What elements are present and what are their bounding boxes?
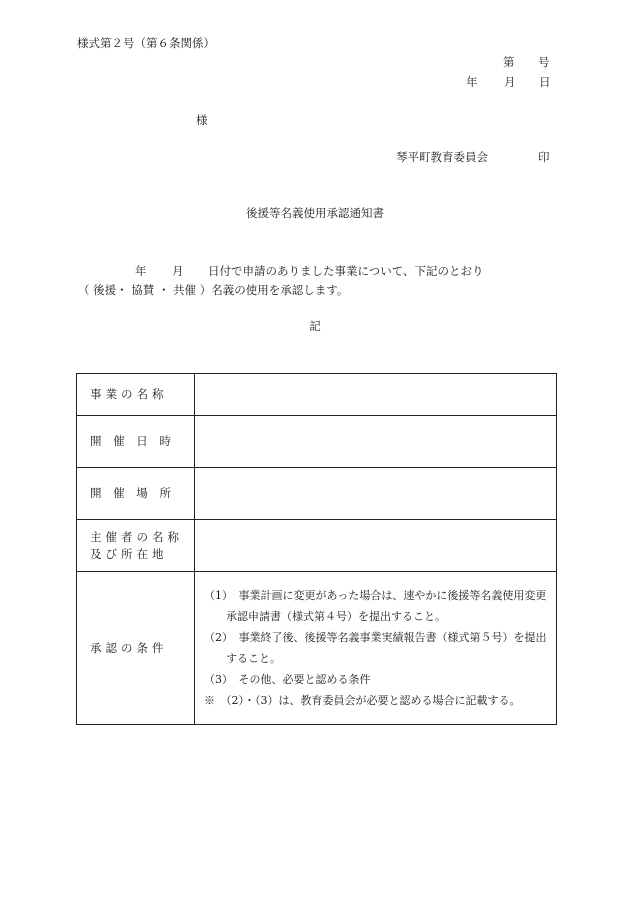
- organizer-label-line1: 主催者の名称: [90, 529, 183, 544]
- organizer-value: [195, 520, 557, 572]
- table-row: [77, 374, 557, 416]
- condition-note: ※ （2）・（3）は、教育委員会が必要と認める場合に記載する。: [204, 694, 521, 707]
- body-year: 年: [135, 264, 147, 278]
- event-datetime-label: 開 催 日 時: [77, 416, 195, 468]
- condition-item-1-cont: 承認申請書（様式第４号）を提出すること。: [226, 610, 446, 623]
- table-row: [77, 572, 557, 725]
- body-line-2: （ 後援・ 協賛 ・ 共催 ）名義の使用を承認します。: [78, 283, 349, 297]
- date-month: 月: [504, 75, 516, 89]
- condition-item-2-cont: すること。: [226, 652, 281, 665]
- issuer-name: 琴平町教育委員会: [396, 150, 488, 164]
- condition-item-1: （1） 事業計画に変更があった場合は、速やかに後援等名義使用変更: [204, 589, 547, 602]
- seal-mark: 印: [538, 150, 550, 164]
- form-number: 様式第２号（第６条関係）: [77, 36, 215, 50]
- ki-heading: 記: [309, 319, 321, 333]
- approval-table: [76, 373, 557, 725]
- doc-no-suffix: 号: [538, 55, 550, 69]
- event-venue-value: [195, 468, 557, 520]
- table-row: [77, 520, 557, 572]
- organizer-label: [77, 520, 195, 572]
- table-row: [77, 468, 557, 520]
- event-name-value: [195, 374, 557, 416]
- doc-no-label: 第: [503, 55, 515, 69]
- condition-item-2: （2） 事業終了後、後援等名義事業実績報告書（様式第５号）を提出: [204, 631, 547, 644]
- table-row: [77, 416, 557, 468]
- document-title: 後援等名義使用承認通知書: [246, 206, 384, 220]
- date-year: 年: [466, 75, 478, 89]
- event-datetime-value: [195, 416, 557, 468]
- event-venue-label: 開 催 場 所: [77, 468, 195, 520]
- date-day: 日: [539, 75, 551, 89]
- body-month: 月: [172, 264, 184, 278]
- body-line1-text: 日付で申請のありました事業について、下記のとおり: [208, 264, 484, 278]
- organizer-label-line2: 及び所在地: [90, 546, 168, 561]
- addressee-suffix: 様: [196, 113, 208, 127]
- conditions-label: 承認の条件: [77, 572, 195, 725]
- conditions-list: [195, 572, 557, 725]
- condition-item-3: （3） その他、必要と認める条件: [204, 673, 371, 686]
- event-name-label: 事業の名称: [77, 374, 195, 416]
